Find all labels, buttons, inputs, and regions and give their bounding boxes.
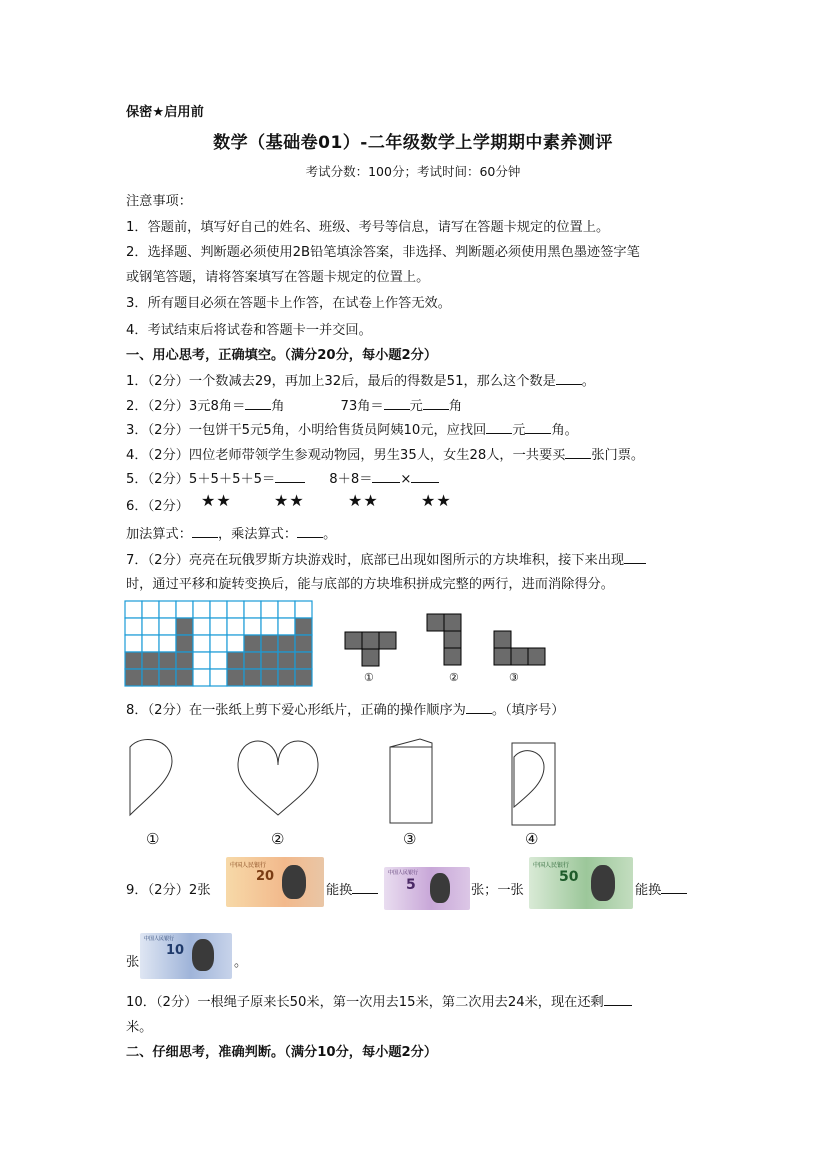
note-50-value: 50: [559, 869, 579, 885]
question-7-line1: [126, 549, 646, 568]
grid-cell-empty: [227, 635, 244, 652]
question-4: [126, 444, 644, 463]
grid-cell-empty: [278, 618, 295, 635]
grid-cell-empty: [125, 635, 142, 652]
q4-blank[interactable]: [565, 445, 591, 459]
question-1: [126, 370, 595, 389]
grid-cell-empty: [210, 618, 227, 635]
piece-label-2: ②: [449, 671, 459, 684]
grid-cell-empty: [159, 601, 176, 618]
grid-cell-empty: [261, 601, 278, 618]
q9-text-4: [635, 879, 687, 898]
q5-blank-3[interactable]: [411, 469, 439, 483]
q1-blank[interactable]: [556, 371, 582, 385]
folded-paper-figure: [390, 739, 432, 823]
grid-cell-filled: [142, 669, 159, 686]
q9-can-exchange-2: 能换: [635, 883, 662, 898]
q9-text-1: 9．（2分）2张: [126, 883, 211, 898]
banknote-20-yuan: [226, 857, 324, 907]
q2-text: 2．（2分）3元8角＝: [126, 399, 246, 414]
q5-blank-1[interactable]: [275, 469, 305, 483]
q9-blank-1[interactable]: [352, 880, 378, 894]
section1-heading: 一、用心思考，正确填空。（满分20分，每小题2分）: [126, 348, 438, 363]
grid-cell-empty: [193, 669, 210, 686]
banknote-50-yuan: [529, 857, 633, 909]
q2-blank-2[interactable]: [384, 396, 410, 410]
star-group-3: ★★: [348, 491, 379, 510]
grid-cell-empty: [227, 618, 244, 635]
grid-cell-empty: [125, 618, 142, 635]
grid-cell-filled: [278, 635, 295, 652]
step-label-2: ②: [271, 830, 285, 848]
grid-cell-filled: [278, 669, 295, 686]
q2-text-2: 73角＝: [340, 399, 384, 414]
grid-cell-filled: [176, 652, 193, 669]
piece-2: [427, 614, 461, 665]
grid-cell-empty: [210, 601, 227, 618]
grid-cell-filled: [295, 652, 312, 669]
question-7-line2: 时，通过平移和旋转变换后，能与底部的方块堆积拼成完整的两行，进而消除得分。: [126, 577, 614, 592]
star-group-1: ★★: [201, 491, 232, 510]
note-1: 1．答题前，填写好自己的姓名、班级、考号等信息，请写在答题卡规定的位置上。: [126, 220, 610, 235]
note-2-cont: 或钢笔答题，请将答案填写在答题卡规定的位置上。: [126, 270, 430, 285]
note-50-bank: 中国人民银行: [533, 862, 570, 869]
q2-blank-3[interactable]: [423, 396, 449, 410]
q6-end: 。: [323, 527, 337, 542]
grid-cell-empty: [193, 652, 210, 669]
q2-unit-2: 元: [409, 399, 423, 414]
q6-blank-2[interactable]: [297, 524, 323, 538]
question-6: [126, 495, 189, 514]
section2-heading: 二、仔细思考，准确判断。（满分10分，每小题2分）: [126, 1045, 438, 1060]
q5-text: 5．（2分）5＋5＋5＋5＝: [126, 472, 276, 487]
half-heart-figure: [130, 739, 172, 815]
banknote-5-yuan: [384, 867, 470, 910]
q6-mul-label: ，乘法算式：: [217, 527, 298, 542]
note-2: 2．选择题、判断题必须使用2B铅笔填涂答案，非选择、判断题必须使用黑色墨迹签字笔: [126, 245, 640, 260]
q1-end: 。: [581, 374, 595, 389]
q6-blank-1[interactable]: [192, 524, 218, 538]
q5-blank-2[interactable]: [372, 469, 400, 483]
piece-label-1: ①: [364, 671, 374, 684]
note-4: 4．考试结束后将试卷和答题卡一并交回。: [126, 323, 372, 338]
q5-times: ×: [400, 472, 412, 487]
grid-cell-empty: [193, 635, 210, 652]
q6-add-label: 加法算式：: [126, 527, 192, 542]
grid-cell-filled: [176, 669, 193, 686]
q3-blank-2[interactable]: [525, 420, 551, 434]
q9-text-5: 张: [126, 955, 140, 970]
paper-with-half-heart-figure: [512, 743, 555, 825]
grid-cell-empty: [159, 635, 176, 652]
q6-text: 6．（2分）: [126, 499, 189, 514]
note-10-value: 10: [166, 943, 185, 958]
grid-cell-empty: [295, 601, 312, 618]
note-20-value: 20: [256, 869, 275, 884]
confidential-label: 保密★启用前: [126, 105, 204, 120]
q5-text-2: 8＋8＝: [329, 472, 373, 487]
notes-heading: 注意事项：: [126, 194, 192, 209]
note-3: 3．所有题目必须在答题卡上作答，在试卷上作答无效。: [126, 296, 451, 311]
question-6-line2: [126, 523, 336, 542]
note-5-bank: 中国人民银行: [388, 870, 419, 876]
grid-cell-filled: [142, 652, 159, 669]
grid-cell-empty: [159, 618, 176, 635]
grid-cell-filled: [261, 669, 278, 686]
grid-cell-filled: [125, 652, 142, 669]
grid-cell-filled: [159, 669, 176, 686]
grid-cell-empty: [125, 601, 142, 618]
tetris-grid: [124, 600, 316, 688]
star-group-2: ★★: [274, 491, 305, 510]
page-title: 数学（基础卷01）-二年级数学上学期期中素养测评: [213, 133, 613, 153]
grid-cell-filled: [227, 669, 244, 686]
heart-steps: [120, 735, 560, 835]
grid-cell-filled: [244, 669, 261, 686]
grid-cell-filled: [295, 618, 312, 635]
q2-blank-1[interactable]: [245, 396, 271, 410]
q8-end: 。（填序号）: [491, 703, 565, 718]
full-heart-figure: [238, 741, 318, 815]
grid-cell-empty: [227, 601, 244, 618]
q10-text: 10．（2分）一根绳子原来长50米，第一次用去15米，第二次用去24米，现在还剩: [126, 995, 604, 1010]
grid-cell-empty: [210, 635, 227, 652]
star-group-4: ★★: [421, 491, 452, 510]
grid-cell-empty: [142, 601, 159, 618]
piece-3: [494, 631, 545, 665]
step-label-3: ③: [403, 830, 417, 848]
grid-cell-filled: [261, 652, 278, 669]
grid-cell-filled: [244, 635, 261, 652]
grid-cell-empty: [142, 618, 159, 635]
grid-cell-empty: [244, 601, 261, 618]
grid-cell-empty: [176, 601, 193, 618]
q9-end: 。: [234, 955, 248, 970]
grid-cell-empty: [193, 618, 210, 635]
q9-can-exchange-1: 能换: [326, 883, 353, 898]
question-2: [126, 395, 462, 414]
grid-cell-empty: [278, 601, 295, 618]
q9-text-2: [326, 879, 378, 898]
q10-unit: 米。: [126, 1020, 153, 1035]
q3-text: 3．（2分）一包饼干5元5角，小明给售货员阿姨10元，应找回: [126, 423, 487, 438]
note-5-value: 5: [406, 877, 416, 893]
q2-unit-3: 角: [448, 399, 462, 414]
grid-cell-empty: [210, 669, 227, 686]
q1-text: 1．（2分）一个数减去29，再加上32后，最后的得数是51，那么这个数是: [126, 374, 556, 389]
grid-cell-filled: [295, 635, 312, 652]
q3-blank-1[interactable]: [486, 420, 512, 434]
grid-cell-filled: [227, 652, 244, 669]
q8-blank[interactable]: [466, 700, 492, 714]
question-5: [126, 468, 439, 487]
q9-text-3: 张；一张: [471, 883, 524, 898]
question-10: [126, 991, 632, 1010]
question-8: [126, 699, 564, 718]
grid-cell-filled: [125, 669, 142, 686]
grid-cell-empty: [261, 618, 278, 635]
q3-unit-1: 元: [512, 423, 526, 438]
piece-1: [345, 632, 396, 666]
q8-text: 8．（2分）在一张纸上剪下爱心形纸片，正确的操作顺序为: [126, 703, 466, 718]
q4-end: 张门票。: [591, 448, 645, 463]
grid-cell-empty: [244, 618, 261, 635]
grid-cell-filled: [261, 635, 278, 652]
piece-label-3: ③: [509, 671, 519, 684]
grid-cell-empty: [210, 652, 227, 669]
grid-cell-filled: [278, 652, 295, 669]
exam-info: 考试分数：100分；考试时间：60分钟: [305, 164, 521, 179]
question-3: [126, 419, 578, 438]
grid-cell-filled: [176, 635, 193, 652]
grid-cell-filled: [244, 652, 261, 669]
grid-cell-filled: [159, 652, 176, 669]
q7-blank[interactable]: [624, 550, 646, 564]
q10-blank[interactable]: [604, 992, 632, 1006]
grid-cell-filled: [176, 618, 193, 635]
banknote-10-yuan: [140, 933, 232, 979]
grid-cell-filled: [295, 669, 312, 686]
q9-blank-2[interactable]: [661, 880, 687, 894]
step-label-1: ①: [146, 830, 160, 848]
q2-unit-1: 角: [271, 399, 285, 414]
note-10-bank: 中国人民银行: [144, 936, 175, 942]
step-label-4: ④: [525, 830, 539, 848]
q3-unit-2: 角。: [551, 423, 578, 438]
q4-text: 4．（2分）四位老师带领学生参观动物园，男生35人，女生28人，一共要买: [126, 448, 566, 463]
grid-cell-empty: [193, 601, 210, 618]
note-20-bank: 中国人民银行: [230, 862, 267, 869]
q7-text-1: 7．（2分）亮亮在玩俄罗斯方块游戏时，底部已出现如图所示的方块堆积，接下来出现: [126, 553, 625, 568]
grid-cell-empty: [142, 635, 159, 652]
